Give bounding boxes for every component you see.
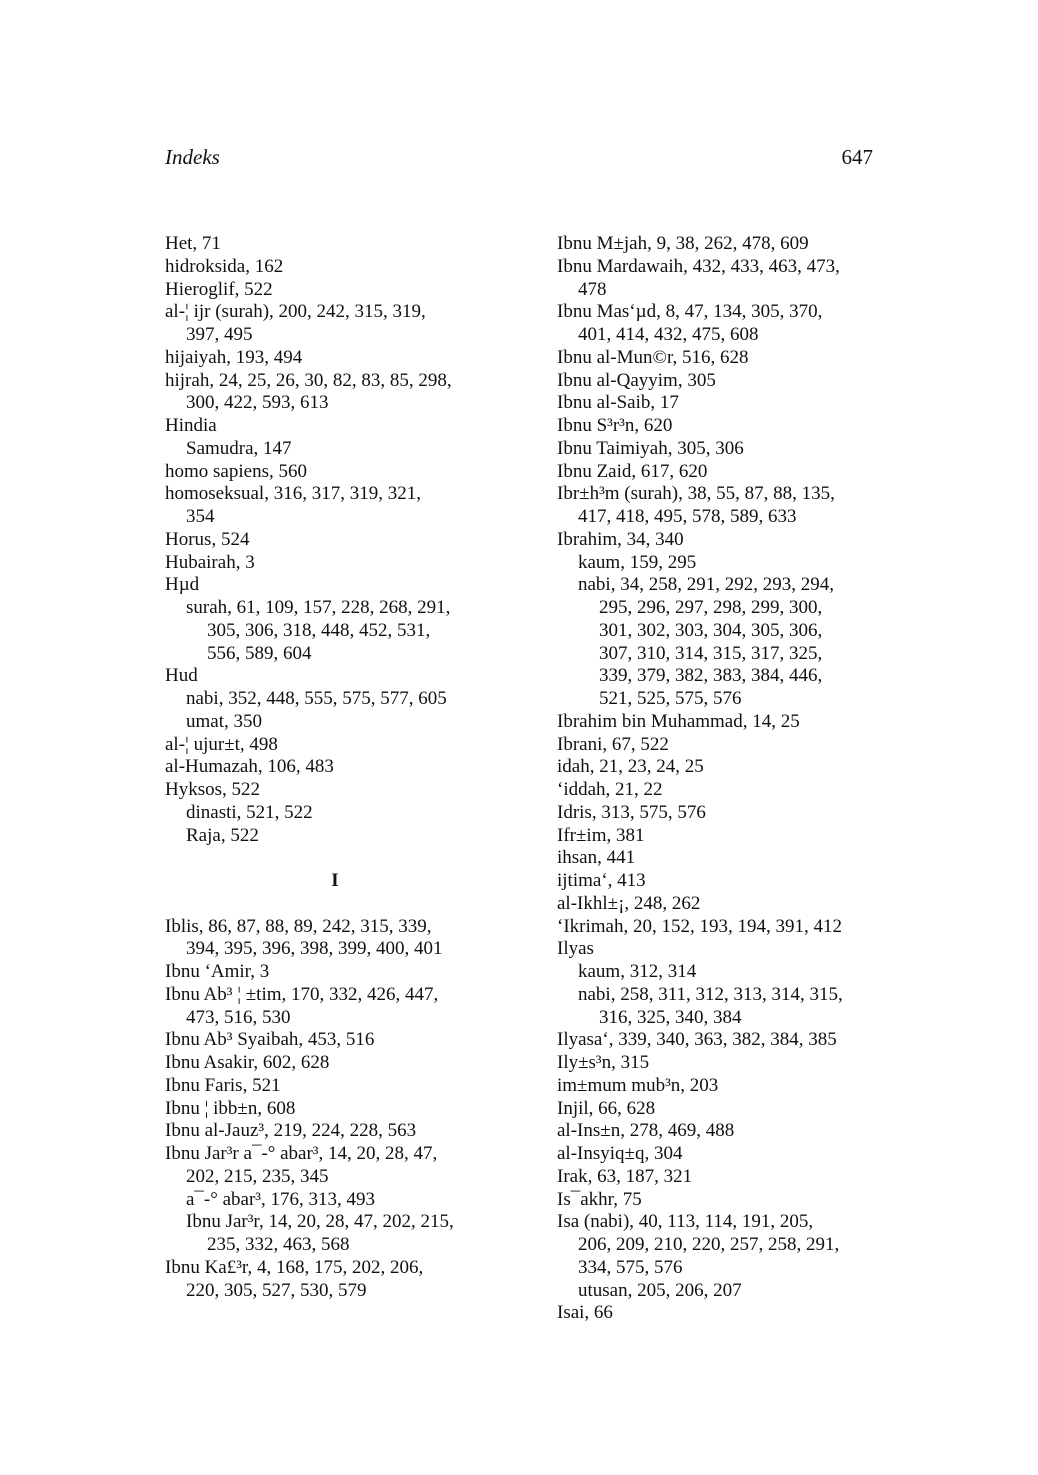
index-entry [557,1029,887,1052]
index-entry-line: 307, 310, 314, 315, 317, 325, [599,642,823,664]
index-entry [557,256,887,302]
index-entry-line: Hindia [165,415,217,436]
index-entry-line: ihsan, 441 [557,847,636,869]
index-entry-line: Ibnu ‘Amir, 3 [165,961,270,982]
index-entry [165,916,505,962]
index-entry-line: 316, 325, 340, 384 [599,1006,742,1028]
index-entry [165,1098,505,1121]
index-entry [165,438,505,461]
index-entry-line: nabi, 34, 258, 291, 292, 293, 294, [578,574,834,596]
index-entry [557,574,887,711]
index-entry [557,370,887,393]
index-entry-line: Hud [165,665,198,687]
index-entry [165,552,505,575]
index-column-left [165,233,505,1302]
index-entry [557,461,887,484]
index-entry-line: a¯-° abar³, 176, 313, 493 [186,1188,375,1210]
index-entry [557,847,887,870]
index-entry-line: 339, 379, 382, 383, 384, 446, [599,665,823,687]
index-entry [557,438,887,461]
index-entry [165,256,505,279]
index-entry-line: nabi, 352, 448, 555, 575, 577, 605 [186,688,447,709]
index-entry [557,825,887,848]
index-entry-line: al-Humazah, 106, 483 [165,756,334,778]
index-entry [557,1189,887,1212]
index-entry [557,301,887,347]
index-entry-line: Idris, 313, 575, 576 [557,801,706,823]
index-entry-line: Is¯akhr, 75 [557,1188,642,1210]
index-entry-line: 202, 215, 235, 345 [186,1165,329,1187]
index-entry [557,916,887,939]
index-entry [557,938,887,961]
index-entry [557,779,887,802]
index-entry-line: surah, 61, 109, 157, 228, 268, 291, [186,597,451,618]
index-entry-line: Ibnu Ab³ ¦ ±tim, 170, 332, 426, 447, [165,983,439,1005]
index-entry-line: Horus, 524 [165,528,250,550]
index-entry [165,233,505,256]
index-entry-line: al-Ins±n, 278, 469, 488 [557,1120,735,1142]
index-entry-line: kaum, 312, 314 [578,961,697,982]
index-entry-line: 295, 296, 297, 298, 299, 300, [599,597,823,618]
index-entry-line: 206, 209, 210, 220, 257, 258, 291, [578,1234,840,1255]
index-entry-line: Ibnu Taimiyah, 305, 306 [557,437,744,459]
index-entry [165,984,505,1030]
index-entry-line: Ibrahim bin Muhammad, 14, 25 [557,710,800,732]
index-entry [165,597,505,665]
index-entry [557,961,887,984]
index-entry [557,233,887,256]
index-entry [557,870,887,893]
index-entry-line: nabi, 258, 311, 312, 313, 314, 315, [578,983,843,1005]
index-entry [165,779,505,802]
index-entry-line: Hubairah, 3 [165,551,255,573]
index-entry-line: Ibnu Jar³r a¯-° abar³, 14, 20, 28, 47, [165,1143,438,1164]
index-entry-line: dinasti, 521, 522 [186,801,313,823]
index-entry-line: al-Insyiq±q, 304 [557,1143,683,1164]
index-entry [165,461,505,484]
index-entry-line: Ilyas [557,938,594,960]
index-entry-line: Ibnu Mas‘µd, 8, 47, 134, 305, 370, [557,301,823,323]
index-entry-line: utusan, 205, 206, 207 [578,1279,742,1301]
index-entry-line: 235, 332, 463, 568 [207,1234,350,1255]
index-entry-line: Ibnu S³r³n, 620 [557,415,673,436]
index-entry-line: Het, 71 [165,233,221,254]
index-entry [165,961,505,984]
index-entry [557,1280,887,1303]
index-entry-line: 556, 589, 604 [207,642,312,664]
index-entry-line: Ibnu al-Mun©r, 516, 628 [557,346,749,368]
index-entry-line: Isai, 66 [557,1302,613,1324]
index-entry-line: Ibnu al-Qayyim, 305 [557,369,716,391]
index-entry [165,1120,505,1143]
index-entry-line: hidroksida, 162 [165,255,284,277]
index-entry [557,415,887,438]
index-entry-line: homo sapiens, 560 [165,460,307,482]
index-entry-line: Ibrahim, 34, 340 [557,528,684,550]
index-entry [165,370,505,416]
index-entry-line: Ibnu al-Jauz³, 219, 224, 228, 563 [165,1120,417,1142]
index-entry [165,301,505,347]
index-entry-line: Hyksos, 522 [165,779,261,800]
index-entry [557,552,887,575]
index-entry [557,756,887,779]
index-entry-line: hijrah, 24, 25, 26, 30, 82, 83, 85, 298, [165,369,452,391]
index-entry-line: Ibnu M±jah, 9, 38, 262, 478, 609 [557,233,809,254]
index-entry-line: hijaiyah, 193, 494 [165,346,303,368]
index-entry-line: al-¦ ijr (surah), 200, 242, 315, 319, [165,301,426,323]
index-entry [557,1302,887,1325]
index-entry [557,1052,887,1075]
index-entry-line: 301, 302, 303, 304, 305, 306, [599,619,823,641]
index-entry-line: homoseksual, 316, 317, 319, 321, [165,483,421,505]
index-entry-line: al-¦ ujur±t, 498 [165,733,278,755]
index-entry [557,483,887,529]
index-entry [165,1143,505,1189]
index-column-right [557,233,887,1325]
index-entry [557,1166,887,1189]
index-entry [165,483,505,529]
index-entry [165,756,505,779]
index-entry [557,347,887,370]
index-entry-line: umat, 350 [186,710,262,732]
index-entry [557,984,887,1030]
index-entry-line: idah, 21, 23, 24, 25 [557,756,704,778]
index-entry [557,1098,887,1121]
index-entry-line: 401, 414, 432, 475, 608 [578,324,759,345]
index-entry [165,529,505,552]
index-entry [165,1029,505,1052]
index-entry [165,279,505,302]
index-entry-line: Hµd [165,574,200,596]
index-entry [165,1189,505,1212]
index-entry [557,1075,887,1098]
index-entry-line: Irak, 63, 187, 321 [557,1165,693,1187]
index-entry [165,415,505,438]
index-entry [165,825,505,848]
index-entry-line: Ibnu Jar³r, 14, 20, 28, 47, 202, 215, [186,1211,454,1233]
index-entry [165,1052,505,1075]
index-entry-line: Ibnu ¦ ibb±n, 608 [165,1097,296,1119]
index-entry-line: 417, 418, 495, 578, 589, 633 [578,506,797,527]
index-entry-line: 220, 305, 527, 530, 579 [186,1279,367,1301]
index-entry-line: Ibrani, 67, 522 [557,733,669,755]
running-header-title: Indeks [165,145,220,169]
index-entry-line: 473, 516, 530 [186,1006,291,1028]
index-entry [557,392,887,415]
index-entry [165,1257,505,1303]
index-entry [165,1211,505,1257]
index-entry-line: ijtima‘, 413 [557,870,646,891]
index-entry-line: 521, 525, 575, 576 [599,688,742,709]
index-entry-line: ‘iddah, 21, 22 [557,779,663,800]
index-entry-line: Ibnu al-Saib, 17 [557,392,679,414]
index-entry [557,1143,887,1166]
index-entry-line: Ibnu Ab³ Syaibah, 453, 516 [165,1029,375,1051]
index-entry-line: Iblis, 86, 87, 88, 89, 242, 315, 339, [165,915,432,937]
index-entry [557,529,887,552]
index-entry-line: Raja, 522 [186,824,259,846]
index-entry-line: Ifr±im, 381 [557,824,645,846]
index-entry-line: Hieroglif, 522 [165,278,273,300]
index-entry [165,802,505,825]
index-entry [557,802,887,825]
index-entry-line: Ibnu Ka£³r, 4, 168, 175, 202, 206, [165,1256,424,1278]
index-entry-line: 394, 395, 396, 398, 399, 400, 401 [186,938,443,960]
index-entry [557,711,887,734]
index-entry-line: 305, 306, 318, 448, 452, 531, [207,619,431,641]
index-entry-line: Injil, 66, 628 [557,1097,656,1119]
page-number: 647 [841,145,873,169]
index-entry-line: 354 [186,506,215,527]
section-letter-heading: I [331,870,339,891]
index-entry [165,1075,505,1098]
index-entry-line: kaum, 159, 295 [578,551,697,573]
index-entry [557,734,887,757]
index-entry [165,734,505,757]
index-entry-line: im±mum mub³n, 203 [557,1074,719,1096]
index-entry-line: Ilyasa‘, 339, 340, 363, 382, 384, 385 [557,1029,837,1051]
index-entry-line: Ily±s³n, 315 [557,1052,650,1073]
index-entry [557,1211,887,1279]
index-entry-line: Ibnu Zaid, 617, 620 [557,460,708,482]
index-entry-line: Samudra, 147 [186,437,292,459]
index-entry-line: 397, 495 [186,324,253,345]
index-entry-line: Ibnu Mardawaih, 432, 433, 463, 473, [557,255,840,277]
index-entry-line: 334, 575, 576 [578,1256,683,1278]
index-entry [165,711,505,734]
index-entry [165,574,505,597]
index-entry-line: Ibnu Faris, 521 [165,1074,281,1096]
index-entry-line: Isa (nabi), 40, 113, 114, 191, 205, [557,1211,814,1233]
index-entry [165,665,505,688]
index-entry-line: Ibr±h³m (surah), 38, 55, 87, 88, 135, [557,483,835,505]
index-entry [557,893,887,916]
index-entry [165,347,505,370]
index-entry-line: 300, 422, 593, 613 [186,392,329,414]
index-entry [165,688,505,711]
index-entry-line: ‘Ikrimah, 20, 152, 193, 194, 391, 412 [557,915,842,937]
index-entry-line: al-Ikhl±¡, 248, 262 [557,892,701,914]
index-entry [557,1120,887,1143]
index-entry-line: 478 [578,278,607,300]
index-entry-line: Ibnu Asakir, 602, 628 [165,1052,330,1073]
